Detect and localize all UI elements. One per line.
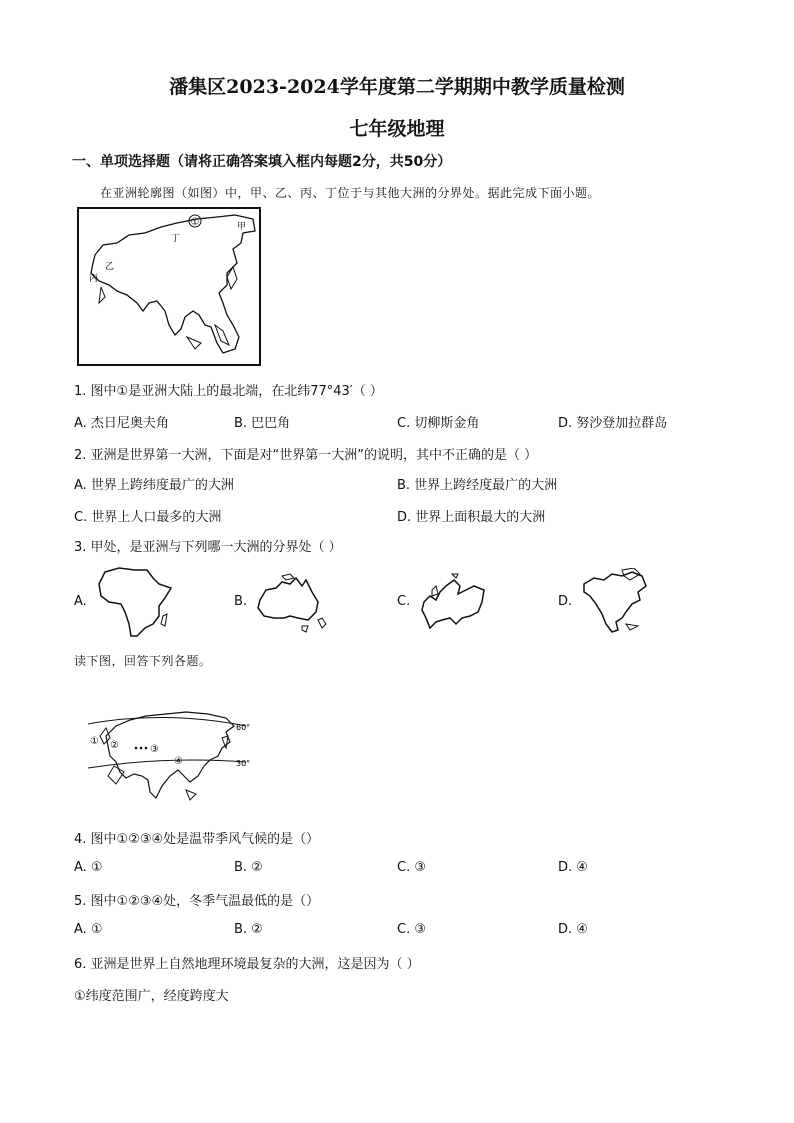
- exam-title: 潘集区2023-2024学年度第二学期期中教学质量检测: [169, 76, 625, 98]
- section2-intro: 读下图，回答下列各题。: [74, 654, 212, 668]
- section-heading: 一、单项选择题（请将正确答案填入框内每题2分，共50分）: [72, 154, 452, 170]
- q1-option-a[interactable]: A. 杰日尼奥夫角: [74, 416, 169, 431]
- q1-option-b[interactable]: B. 巴巴角: [234, 416, 291, 431]
- question-3: 3. 甲处，是亚洲与下列哪一大洲的分界处（ ）: [74, 540, 342, 555]
- question-6: 6. 亚洲是世界上自然地理环境最复杂的大洲，这是因为（ ）: [74, 957, 420, 972]
- map2-lat-60: 60°: [236, 723, 251, 732]
- q6-statement-1: ①纬度范围广，经度跨度大: [74, 989, 229, 1004]
- q3-option-b[interactable]: B.: [234, 594, 248, 609]
- question-1: 1. 图中①是亚洲大陆上的最北端，在北纬77°43′（ ）: [74, 384, 383, 399]
- q4-option-c[interactable]: C. ③: [397, 860, 426, 875]
- map1-label-1: ①: [190, 217, 200, 228]
- q5-option-a[interactable]: A. ①: [74, 922, 103, 937]
- q5-option-c[interactable]: C. ③: [397, 922, 426, 937]
- asia-outline-map: [77, 207, 263, 367]
- q2-option-a[interactable]: A. 世界上跨纬度最广的大洲: [74, 478, 234, 493]
- q5-option-d[interactable]: D. ④: [558, 922, 588, 937]
- question-5: 5. 图中①②③④处，冬季气温最低的是（）: [74, 894, 320, 909]
- q3-option-a[interactable]: A.: [74, 594, 87, 609]
- eurasia-climate-map: [86, 706, 266, 816]
- question-2: 2. 亚洲是世界第一大洲，下面是对“世界第一大洲”的说明，其中不正确的是（ ）: [74, 448, 538, 463]
- section-intro: 在亚洲轮廓图（如图）中，甲、乙、丙、丁位于与其他大洲的分界处。据此完成下面小题。: [100, 186, 601, 200]
- q2-option-b[interactable]: B. 世界上跨经度最广的大洲: [397, 478, 558, 493]
- map2-label-1: ①: [90, 736, 99, 747]
- map1-label-bing: 丙: [89, 274, 99, 284]
- europe-outline-icon: [418, 572, 488, 632]
- map2-lat-30: 30°: [236, 759, 251, 768]
- q2-option-c[interactable]: C. 世界上人口最多的大洲: [74, 510, 222, 525]
- map2-label-4: ④: [174, 756, 183, 767]
- q2-option-d[interactable]: D. 世界上面积最大的大洲: [397, 510, 546, 525]
- q1-option-d[interactable]: D. 努沙登加拉群岛: [558, 416, 668, 431]
- q3-option-c[interactable]: C.: [397, 594, 411, 609]
- q5-option-b[interactable]: B. ②: [234, 922, 263, 937]
- australia-outline-icon: [256, 572, 332, 634]
- map2-label-3: ③: [150, 744, 159, 755]
- map1-label-jia: 甲: [237, 222, 247, 232]
- exam-subtitle: 七年级地理: [349, 118, 445, 140]
- map2-label-2: ②: [110, 740, 119, 751]
- map1-label-yi: 乙: [105, 262, 115, 272]
- map1-label-ding: 丁: [171, 234, 181, 244]
- q1-option-c[interactable]: C. 切柳斯金角: [397, 416, 480, 431]
- north-america-outline-icon: [580, 568, 652, 636]
- q4-option-a[interactable]: A. ①: [74, 860, 103, 875]
- africa-outline-icon: [95, 566, 175, 638]
- question-4: 4. 图中①②③④处是温带季风气候的是（）: [74, 832, 320, 847]
- q4-option-b[interactable]: B. ②: [234, 860, 263, 875]
- q3-option-d[interactable]: D.: [558, 594, 573, 609]
- q4-option-d[interactable]: D. ④: [558, 860, 588, 875]
